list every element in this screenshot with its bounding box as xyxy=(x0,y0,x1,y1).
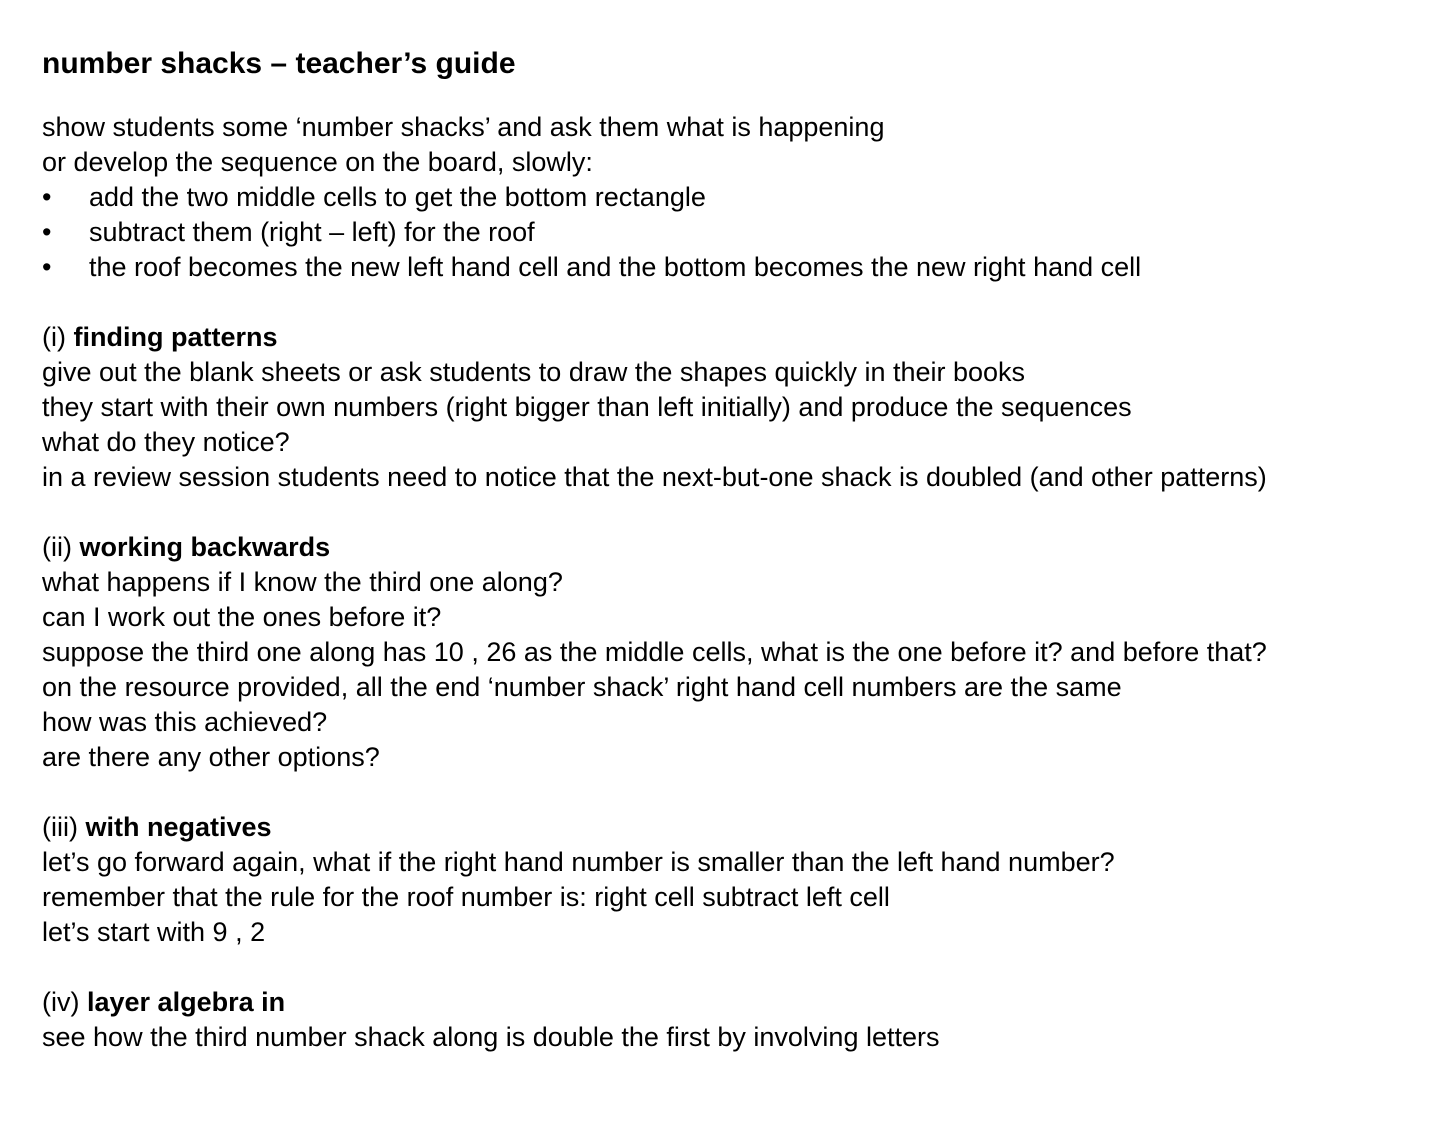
section-heading xyxy=(42,810,1422,845)
bullet-item xyxy=(42,250,1422,285)
intro-line: show students some ‘number shacks’ and ask them what is happening xyxy=(42,112,885,142)
section-line: what happens if I know the third one along? xyxy=(42,567,563,597)
section-line: let’s start with 9 , 2 xyxy=(42,917,266,947)
intro-line: or develop the sequence on the board, slowly: xyxy=(42,147,593,177)
section-numeral: (iii) xyxy=(42,812,78,842)
section-heading xyxy=(42,320,1422,355)
bullet-icon: • xyxy=(42,252,52,282)
section-with-negatives xyxy=(42,810,1422,950)
section-heading xyxy=(42,530,1422,565)
section-title: layer algebra in xyxy=(87,987,286,1017)
section-layer-algebra xyxy=(42,985,1422,1055)
section-line: on the resource provided, all the end ‘number shack’ right hand cell numbers are the same xyxy=(42,672,1122,702)
section-line: can I work out the ones before it? xyxy=(42,602,442,632)
intro-block xyxy=(42,110,1422,285)
section-heading xyxy=(42,985,1422,1020)
section-line: how was this achieved? xyxy=(42,707,328,737)
page-title: number shacks – teacher’s guide xyxy=(42,47,516,80)
guide-page xyxy=(42,44,1422,1055)
section-line: what do they notice? xyxy=(42,427,290,457)
section-line: they start with their own numbers (right bigger than left initially) and produce the sequences xyxy=(42,392,1132,422)
section-line: suppose the third one along has 10 , 26 as the middle cells, what is the one before it? and before that? xyxy=(42,637,1267,667)
section-line: let’s go forward again, what if the right hand number is smaller than the left hand number? xyxy=(42,847,1115,877)
section-numeral: (ii) xyxy=(42,532,72,562)
section-finding-patterns xyxy=(42,320,1422,495)
section-numeral: (i) xyxy=(42,322,66,352)
bullet-text: the roof becomes the new left hand cell and the bottom becomes the new right hand cell xyxy=(89,252,1142,282)
section-title: finding patterns xyxy=(73,322,278,352)
section-line: see how the third number shack along is double the first by involving letters xyxy=(42,1022,940,1052)
section-title: with negatives xyxy=(85,812,272,842)
bullet-text: subtract them (right – left) for the roof xyxy=(89,217,535,247)
section-line: give out the blank sheets or ask students to draw the shapes quickly in their books xyxy=(42,357,1026,387)
bullet-icon: • xyxy=(42,217,52,247)
section-line: remember that the rule for the roof number is: right cell subtract left cell xyxy=(42,882,890,912)
bullet-text: add the two middle cells to get the bottom rectangle xyxy=(89,182,706,212)
section-numeral: (iv) xyxy=(42,987,80,1017)
bullet-icon: • xyxy=(42,182,52,212)
section-line: are there any other options? xyxy=(42,742,380,772)
bullet-item xyxy=(42,180,1422,215)
section-working-backwards xyxy=(42,530,1422,775)
section-title: working backwards xyxy=(79,532,331,562)
bullet-item xyxy=(42,215,1422,250)
section-line: in a review session students need to notice that the next-but-one shack is doubled (and other patterns) xyxy=(42,462,1267,492)
